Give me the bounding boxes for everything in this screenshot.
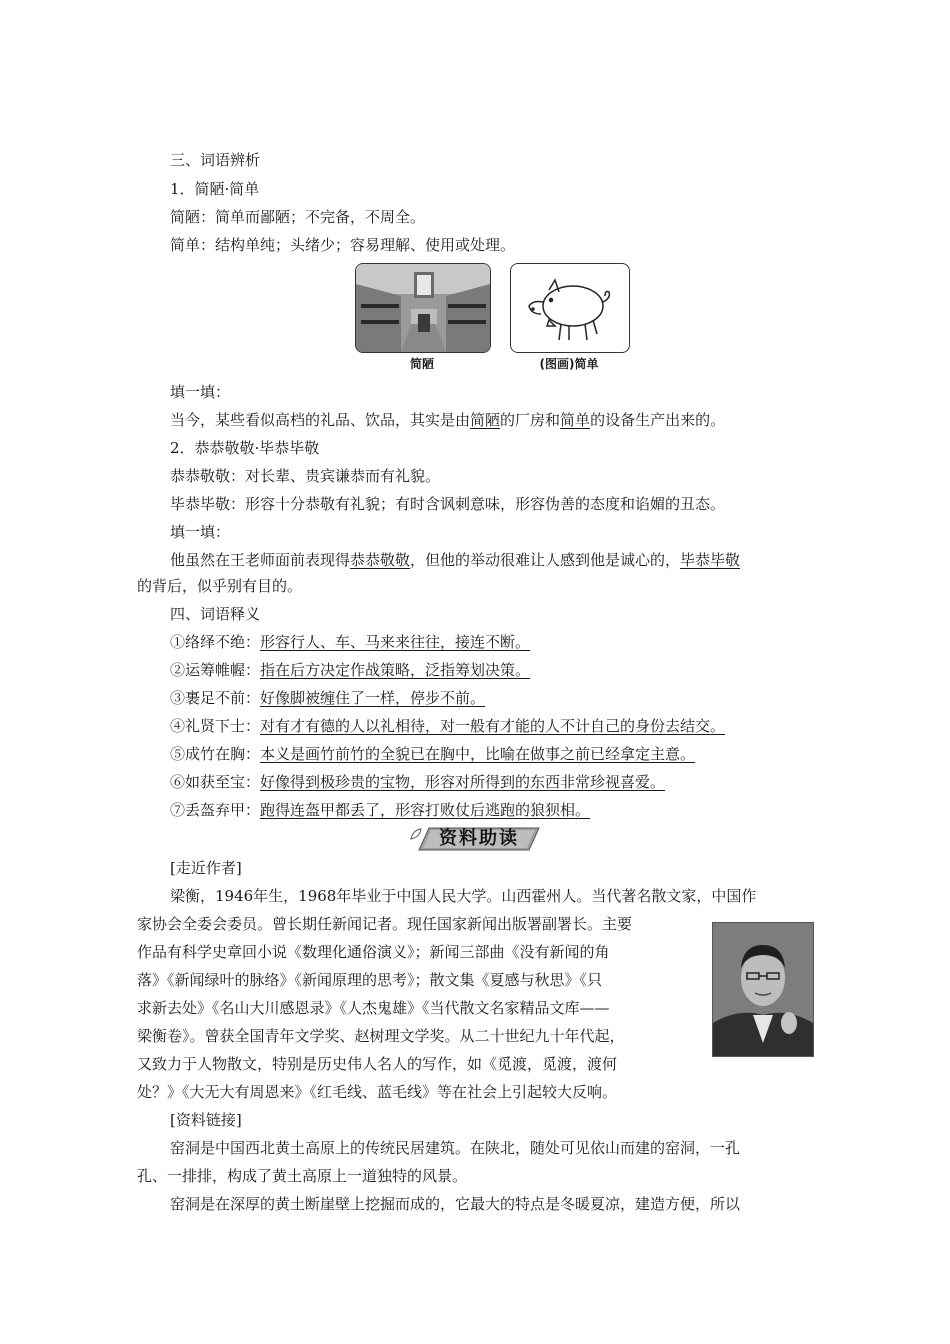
term-item [170, 716, 850, 736]
term-label: ①络绎不绝： [170, 633, 261, 651]
author-line: 家协会全委会委员。曾长期任新闻记者。现任国家新闻出版署副署长。主要 [137, 915, 633, 933]
fill1-label: 填一填： [170, 383, 231, 401]
section-heading-4: 四、词语释义 [170, 605, 261, 623]
term-item [170, 800, 850, 820]
author-line: 梁衡卷》。曾获全国青年文学奖、赵树理文学奖。从二十世纪九十年代起， [137, 1027, 625, 1045]
section-heading-3: 三、词语辨析 [170, 151, 261, 169]
author-label: [走近作者] [170, 859, 242, 877]
author-line: 处？》《大无大有周恩来》《红毛线、蓝毛线》等在社会上引起较大反响。 [137, 1083, 618, 1101]
term-definition: 形容行人、车、马来来往往，接连不断。 [260, 633, 531, 651]
fill1-answer-1: 简陋 [470, 411, 501, 429]
fill2-label: 填一填： [170, 523, 231, 541]
term-label: ④礼贤下士： [170, 717, 261, 735]
fill1-post: 的设备生产出来的。 [590, 411, 726, 429]
caption-jiandan: (图画)简单 [539, 357, 599, 371]
fill1-sentence [170, 410, 850, 430]
term-label: ⑤成竹在胸： [170, 745, 261, 763]
caption-jianlou: 简陋 [409, 357, 434, 371]
links-paragraph-line: 窑洞是中国西北黄土高原上的传统民居建筑。在陕北，随处可见依山而建的窑洞，一孔 [170, 1139, 741, 1157]
author-line: 求新去处》《名山大川感恩录》《人杰鬼雄》《当代散文名家精品文库—— [137, 999, 610, 1017]
jianlou-definition: 简陋：简单而鄙陋；不完备，不周全。 [170, 208, 426, 226]
term-item [170, 688, 850, 708]
term-item [170, 744, 850, 764]
item2-title: 2．恭恭敬敬·毕恭毕敬 [170, 439, 320, 457]
jiandan-definition: 简单：结构单纯；头绪少；容易理解、使用或处理。 [170, 236, 516, 254]
term-definition: 对有才有德的人以礼相待，对一般有才能的人不计自己的身份去结交。 [260, 717, 726, 735]
section-banner [417, 825, 541, 853]
term-definition: 本义是画竹前竹的全貌已在胸中，比喻在做事之前已经拿定主意。 [260, 745, 696, 763]
banner-title: 资料助读 [439, 828, 519, 849]
fill2-answer-1: 恭恭敬敬 [350, 551, 411, 569]
author-portrait [712, 922, 814, 1057]
dormitory-photo [355, 263, 491, 353]
author-line: 梁衡，1946年生，1968年毕业于中国人民大学。山西霍州人。当代著名散文家，中国作 [170, 887, 757, 905]
links-paragraph-line: 孔、一排排，构成了黄土高原上一道独特的风景。 [137, 1167, 468, 1185]
fill2-mid: ，但他的举动很难让人感到他是诚心的， [410, 551, 681, 569]
term-definition: 指在后方决定作战策略，泛指筹划决策。 [260, 661, 531, 679]
pig-drawing [510, 263, 630, 353]
fill1-mid: 的厂房和 [500, 411, 561, 429]
bigong-definition: 毕恭毕敬：形容十分恭敬有礼貌；有时含讽刺意味，形容伪善的态度和谄媚的丑态。 [170, 495, 726, 513]
author-line: 又致力于人物散文，特别是历史伟人名人的写作，如《觅渡，觅渡，渡何 [137, 1055, 618, 1073]
term-item [170, 772, 850, 792]
links-paragraph-line: 窑洞是在深厚的黄土断崖壁上挖掘而成的，它最大的特点是冬暖夏凉，建造方便，所以 [170, 1195, 741, 1213]
fill2-answer-2: 毕恭毕敬 [680, 551, 741, 569]
gonggong-definition: 恭恭敬敬：对长辈、贵宾谦恭而有礼貌。 [170, 467, 441, 485]
term-definition: 好像脚被缠住了一样，停步不前。 [260, 689, 486, 707]
term-item [170, 660, 850, 680]
term-definition: 跑得连盔甲都丢了，形容打败仗后逃跑的狼狈相。 [260, 801, 591, 819]
term-label: ②运筹帷幄： [170, 661, 261, 679]
fill1-answer-2: 简单 [560, 411, 591, 429]
fill2-sentence [170, 550, 850, 570]
term-item [170, 632, 850, 652]
author-line: 落》《新闻绿叶的脉络》《新闻原理的思考》；散文集《夏感与秋思》《只 [137, 971, 603, 989]
term-label: ⑦丢盔弃甲： [170, 801, 261, 819]
links-label: [资料链接] [170, 1111, 242, 1129]
fill2-sentence-end: 的背后，似乎别有目的。 [137, 577, 303, 595]
author-line: 作品有科学史章回小说《数理化通俗演义》；新闻三部曲《没有新闻的角 [137, 943, 610, 961]
fill1-pre: 当今，某些看似高档的礼品、饮品，其实是由 [170, 411, 471, 429]
fill2-pre: 他虽然在王老师面前表现得 [170, 551, 351, 569]
item1-title: 1．简陋·简单 [170, 180, 260, 198]
term-label: ③裹足不前： [170, 689, 261, 707]
term-definition: 好像得到极珍贵的宝物，形容对所得到的东西非常珍视喜爱。 [260, 773, 666, 791]
term-label: ⑥如获至宝： [170, 773, 261, 791]
